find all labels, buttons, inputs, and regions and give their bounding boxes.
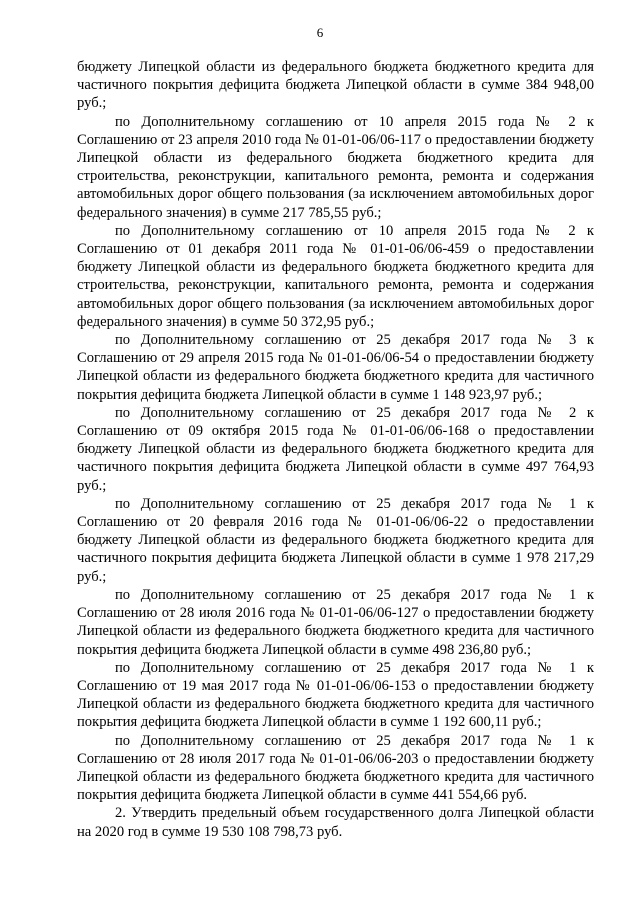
- document-body: [77, 58, 594, 841]
- paragraph-agreement: по Дополнительному соглашению от 25 декабря 2017 года № 1 к Соглашению от 28 июля 2016 года № 01-01-06/06-127 о предоставлении бюджету Липецкой области из федерального бюджета бюджетного кредита для частичного покрытия дефицита бюджета Липецкой области в сумме 498 236,80 руб.;: [77, 586, 594, 658]
- paragraph-continuation: бюджету Липецкой области из федерального бюджета бюджетного кредита для частичного покрытия дефицита бюджета Липецкой области в сумме 384 948,00 руб.;: [77, 59, 594, 112]
- paragraph-debt-limit: 2. Утвердить предельный объем государственного долга Липецкой области на 2020 год в сумме 19 530 108 798,73 руб.: [77, 805, 594, 840]
- paragraph-agreement: по Дополнительному соглашению от 25 декабря 2017 года № 1 к Соглашению от 20 февраля 2016 года № 01-01-06/06-22 о предоставлении бюджету Липецкой области из федерального бюджета бюджетного кредита для частичного покрытия дефицита бюджета Липецкой области в сумме 1 978 217,29 руб.;: [77, 495, 594, 585]
- paragraph-agreement: по Дополнительному соглашению от 10 апреля 2015 года № 2 к Соглашению от 01 декабря 2011 года № 01-01-06/06-459 о предоставлении бюджету Липецкой области из федерального бюджета бюджетного кредита для строительства, реконструкции, капитального ремонта, ремонта и содержания автомобильных дорог общего пользования (за исключением автомобильных дорог федерального значения) в сумме 50 372,95 руб.;: [77, 222, 594, 330]
- paragraph-agreement: по Дополнительному соглашению от 25 декабря 2017 года № 1 к Соглашению от 28 июля 2017 года № 01-01-06/06-203 о предоставлении бюджету Липецкой области из федерального бюджета бюджетного кредита для частичного покрытия дефицита бюджета Липецкой области в сумме 441 554,66 руб.: [77, 732, 594, 804]
- paragraph-agreement: по Дополнительному соглашению от 10 апреля 2015 года № 2 к Соглашению от 23 апреля 2010 года № 01-01-06/06-117 о предоставлении бюджету Липецкой области из федерального бюджета бюджетного кредита для строительства, реконструкции, капитального ремонта, ремонта и содержания автомобильных дорог общего пользования (за исключением автомобильных дорог федерального значения) в сумме 217 785,55 руб.;: [77, 113, 594, 221]
- page-number: 6: [316, 25, 324, 40]
- paragraph-agreement: по Дополнительному соглашению от 25 декабря 2017 года № 1 к Соглашению от 19 мая 2017 года № 01-01-06/06-153 о предоставлении бюджету Липецкой области из федерального бюджета бюджетного кредита для частичного покрытия дефицита бюджета Липецкой области в сумме 1 192 600,11 руб.;: [77, 659, 594, 731]
- paragraph-agreement: по Дополнительному соглашению от 25 декабря 2017 года № 3 к Соглашению от 29 апреля 2015 года № 01-01-06/06-54 о предоставлении бюджету Липецкой области из федерального бюджета бюджетного кредита для частичного покрытия дефицита бюджета Липецкой области в сумме 1 148 923,97 руб.;: [77, 332, 594, 403]
- paragraph-agreement: по Дополнительному соглашению от 25 декабря 2017 года № 2 к Соглашению от 09 октября 2015 года № 01-01-06/06-168 о предоставлении бюджету Липецкой области из федерального бюджета бюджетного кредита для частичного покрытия дефицита бюджета Липецкой области в сумме 497 764,93 руб.;: [77, 404, 594, 494]
